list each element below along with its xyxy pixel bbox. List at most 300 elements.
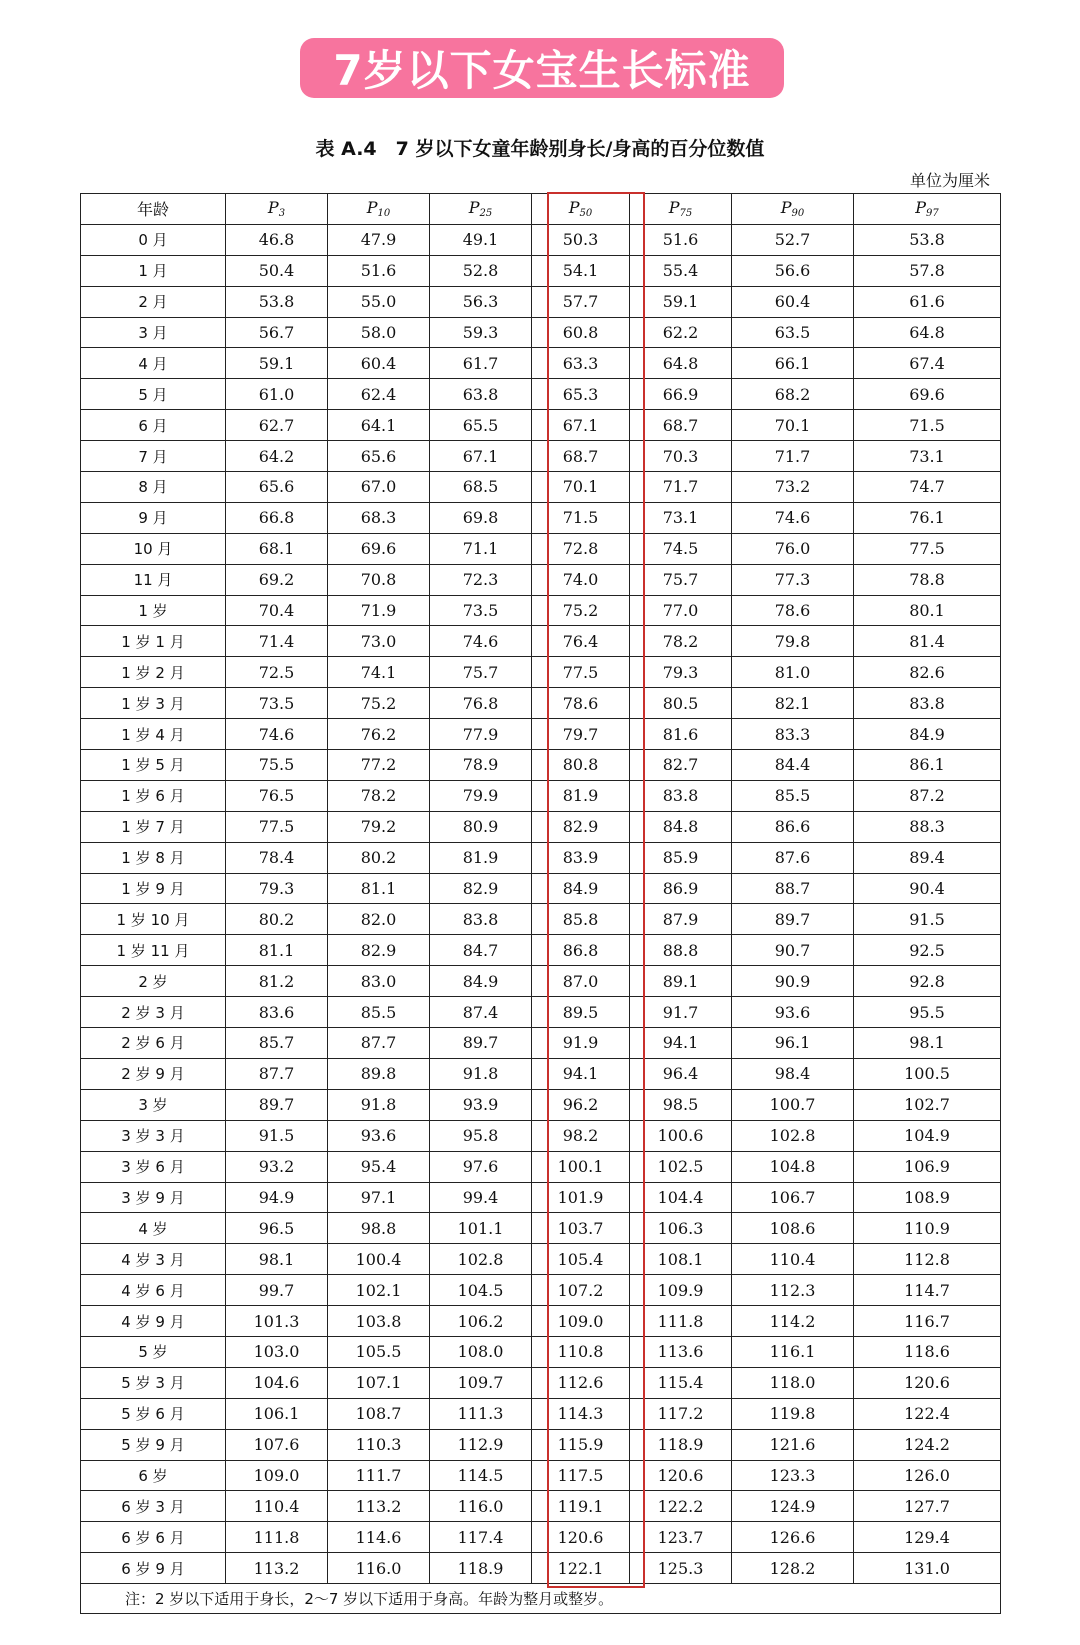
value-cell: 81.6 [630,719,732,750]
value-cell: 82.9 [532,811,630,842]
value-cell: 71.5 [854,410,1001,441]
value-cell: 108.9 [854,1182,1001,1213]
value-cell: 96.2 [532,1089,630,1120]
value-cell: 59.1 [630,286,732,317]
value-cell: 119.1 [532,1491,630,1522]
value-cell: 124.9 [732,1491,854,1522]
banner-title: 7岁以下女宝生长标准 [300,38,784,98]
value-cell: 106.1 [226,1398,328,1429]
value-cell: 56.3 [430,286,532,317]
value-cell: 107.6 [226,1429,328,1460]
table-row [81,1522,1001,1553]
value-cell: 46.8 [226,224,328,255]
value-cell: 110.3 [328,1429,430,1460]
value-cell: 76.8 [430,688,532,719]
value-cell: 126.6 [732,1522,854,1553]
value-cell: 86.8 [532,935,630,966]
value-cell: 116.7 [854,1306,1001,1337]
value-cell: 60.4 [732,286,854,317]
value-cell: 62.4 [328,379,430,410]
value-cell: 82.1 [732,688,854,719]
percentile-header: $P_{90}$ [732,194,854,225]
age-cell: 2 岁 9 月 [81,1058,226,1089]
value-cell: 109.0 [226,1460,328,1491]
value-cell: 99.7 [226,1275,328,1306]
value-cell: 62.7 [226,410,328,441]
value-cell: 65.6 [226,472,328,503]
value-cell: 101.9 [532,1182,630,1213]
age-cell: 1 岁 3 月 [81,688,226,719]
table-row [81,286,1001,317]
age-cell: 6 月 [81,410,226,441]
value-cell: 61.6 [854,286,1001,317]
value-cell: 64.2 [226,441,328,472]
table-note: 注：2 岁以下适用于身长，2～7 岁以下适用于身高。年龄为整月或整岁。 [81,1584,1001,1614]
table-row [81,750,1001,781]
value-cell: 106.3 [630,1213,732,1244]
age-cell: 6 岁 3 月 [81,1491,226,1522]
value-cell: 64.8 [854,317,1001,348]
value-cell: 82.7 [630,750,732,781]
table-row [81,811,1001,842]
table-row [81,1089,1001,1120]
value-cell: 128.2 [732,1553,854,1584]
age-header: 年龄 [81,194,226,225]
value-cell: 106.7 [732,1182,854,1213]
value-cell: 80.2 [226,904,328,935]
value-cell: 51.6 [328,255,430,286]
value-cell: 74.1 [328,657,430,688]
table-row [81,1213,1001,1244]
value-cell: 66.8 [226,502,328,533]
value-cell: 96.4 [630,1058,732,1089]
value-cell: 49.1 [430,224,532,255]
value-cell: 85.9 [630,842,732,873]
value-cell: 78.9 [430,750,532,781]
value-cell: 77.5 [854,533,1001,564]
value-cell: 74.6 [226,719,328,750]
value-cell: 86.9 [630,873,732,904]
value-cell: 56.7 [226,317,328,348]
value-cell: 107.2 [532,1275,630,1306]
percentile-header: $P_{97}$ [854,194,1001,225]
value-cell: 59.3 [430,317,532,348]
value-cell: 57.8 [854,255,1001,286]
table-row [81,1120,1001,1151]
value-cell: 94.1 [532,1058,630,1089]
value-cell: 67.1 [430,441,532,472]
value-cell: 71.9 [328,595,430,626]
value-cell: 59.1 [226,348,328,379]
value-cell: 88.8 [630,935,732,966]
value-cell: 83.8 [854,688,1001,719]
value-cell: 102.7 [854,1089,1001,1120]
value-cell: 93.6 [732,997,854,1028]
value-cell: 113.2 [226,1553,328,1584]
value-cell: 95.8 [430,1120,532,1151]
value-cell: 110.4 [732,1244,854,1275]
value-cell: 67.4 [854,348,1001,379]
age-cell: 2 岁 3 月 [81,997,226,1028]
value-cell: 93.2 [226,1151,328,1182]
age-cell: 4 岁 9 月 [81,1306,226,1337]
value-cell: 113.2 [328,1491,430,1522]
value-cell: 72.8 [532,533,630,564]
value-cell: 73.0 [328,626,430,657]
value-cell: 117.2 [630,1398,732,1429]
value-cell: 64.1 [328,410,430,441]
value-cell: 120.6 [630,1460,732,1491]
value-cell: 76.0 [732,533,854,564]
age-cell: 1 岁 10 月 [81,904,226,935]
value-cell: 107.1 [328,1367,430,1398]
value-cell: 80.2 [328,842,430,873]
value-cell: 80.8 [532,750,630,781]
value-cell: 118.9 [630,1429,732,1460]
table-row [81,1553,1001,1584]
age-cell: 1 月 [81,255,226,286]
table-row [81,317,1001,348]
table-row [81,595,1001,626]
value-cell: 92.8 [854,966,1001,997]
value-cell: 81.1 [328,873,430,904]
age-cell: 1 岁 6 月 [81,780,226,811]
value-cell: 81.9 [430,842,532,873]
value-cell: 63.3 [532,348,630,379]
value-cell: 71.5 [532,502,630,533]
value-cell: 97.6 [430,1151,532,1182]
value-cell: 70.1 [732,410,854,441]
age-cell: 0 月 [81,224,226,255]
value-cell: 105.5 [328,1336,430,1367]
value-cell: 50.4 [226,255,328,286]
value-cell: 116.0 [328,1553,430,1584]
value-cell: 105.4 [532,1244,630,1275]
value-cell: 53.8 [226,286,328,317]
value-cell: 64.8 [630,348,732,379]
value-cell: 114.6 [328,1522,430,1553]
value-cell: 119.8 [732,1398,854,1429]
value-cell: 89.7 [732,904,854,935]
table-row [81,842,1001,873]
age-cell: 4 岁 6 月 [81,1275,226,1306]
value-cell: 77.2 [328,750,430,781]
value-cell: 73.5 [430,595,532,626]
value-cell: 106.9 [854,1151,1001,1182]
table-row [81,410,1001,441]
value-cell: 91.8 [328,1089,430,1120]
value-cell: 96.5 [226,1213,328,1244]
value-cell: 87.4 [430,997,532,1028]
table-row [81,657,1001,688]
table-row [81,502,1001,533]
value-cell: 94.1 [630,1028,732,1059]
value-cell: 126.0 [854,1460,1001,1491]
age-cell: 5 岁 3 月 [81,1367,226,1398]
age-cell: 3 岁 6 月 [81,1151,226,1182]
value-cell: 63.5 [732,317,854,348]
value-cell: 108.6 [732,1213,854,1244]
table-row [81,904,1001,935]
value-cell: 60.8 [532,317,630,348]
value-cell: 57.7 [532,286,630,317]
value-cell: 114.2 [732,1306,854,1337]
value-cell: 100.4 [328,1244,430,1275]
age-cell: 5 岁 9 月 [81,1429,226,1460]
value-cell: 77.0 [630,595,732,626]
value-cell: 100.7 [732,1089,854,1120]
value-cell: 104.6 [226,1367,328,1398]
value-cell: 75.7 [430,657,532,688]
age-cell: 9 月 [81,502,226,533]
value-cell: 74.0 [532,564,630,595]
value-cell: 87.0 [532,966,630,997]
value-cell: 111.8 [630,1306,732,1337]
table-row [81,1367,1001,1398]
value-cell: 77.3 [732,564,854,595]
value-cell: 71.7 [630,472,732,503]
value-cell: 120.6 [532,1522,630,1553]
age-cell: 5 月 [81,379,226,410]
value-cell: 109.9 [630,1275,732,1306]
table-row [81,780,1001,811]
value-cell: 114.7 [854,1275,1001,1306]
value-cell: 79.2 [328,811,430,842]
value-cell: 91.7 [630,997,732,1028]
value-cell: 123.3 [732,1460,854,1491]
value-cell: 124.2 [854,1429,1001,1460]
age-cell: 1 岁 9 月 [81,873,226,904]
value-cell: 114.3 [532,1398,630,1429]
unit-label: 单位为厘米 [909,171,990,190]
value-cell: 79.3 [630,657,732,688]
value-cell: 99.4 [430,1182,532,1213]
value-cell: 65.5 [430,410,532,441]
value-cell: 118.9 [430,1553,532,1584]
value-cell: 116.0 [430,1491,532,1522]
table-row [81,1182,1001,1213]
value-cell: 68.3 [328,502,430,533]
value-cell: 87.7 [226,1058,328,1089]
value-cell: 79.3 [226,873,328,904]
value-cell: 78.8 [854,564,1001,595]
value-cell: 54.1 [532,255,630,286]
value-cell: 83.0 [328,966,430,997]
age-cell: 3 岁 [81,1089,226,1120]
value-cell: 89.7 [430,1028,532,1059]
value-cell: 81.1 [226,935,328,966]
value-cell: 74.7 [854,472,1001,503]
value-cell: 69.2 [226,564,328,595]
age-cell: 1 岁 11 月 [81,935,226,966]
value-cell: 121.6 [732,1429,854,1460]
value-cell: 112.3 [732,1275,854,1306]
age-cell: 1 岁 [81,595,226,626]
table-row [81,1460,1001,1491]
value-cell: 103.8 [328,1306,430,1337]
value-cell: 106.2 [430,1306,532,1337]
value-cell: 95.4 [328,1151,430,1182]
value-cell: 108.0 [430,1336,532,1367]
value-cell: 98.1 [226,1244,328,1275]
value-cell: 78.6 [732,595,854,626]
value-cell: 93.9 [430,1089,532,1120]
age-cell: 4 岁 3 月 [81,1244,226,1275]
value-cell: 78.6 [532,688,630,719]
value-cell: 63.8 [430,379,532,410]
value-cell: 47.9 [328,224,430,255]
value-cell: 100.5 [854,1058,1001,1089]
age-cell: 8 月 [81,472,226,503]
table-row [81,1028,1001,1059]
value-cell: 112.8 [854,1244,1001,1275]
value-cell: 101.3 [226,1306,328,1337]
age-cell: 4 月 [81,348,226,379]
table-row [81,1058,1001,1089]
value-cell: 96.1 [732,1028,854,1059]
value-cell: 104.9 [854,1120,1001,1151]
value-cell: 52.8 [430,255,532,286]
value-cell: 81.0 [732,657,854,688]
value-cell: 80.5 [630,688,732,719]
value-cell: 95.5 [854,997,1001,1028]
age-cell: 3 月 [81,317,226,348]
value-cell: 118.6 [854,1336,1001,1367]
value-cell: 69.8 [430,502,532,533]
value-cell: 104.8 [732,1151,854,1182]
value-cell: 70.3 [630,441,732,472]
value-cell: 78.4 [226,842,328,873]
value-cell: 90.7 [732,935,854,966]
value-cell: 117.5 [532,1460,630,1491]
value-cell: 89.5 [532,997,630,1028]
value-cell: 79.8 [732,626,854,657]
value-cell: 101.1 [430,1213,532,1244]
age-cell: 5 岁 [81,1336,226,1367]
value-cell: 127.7 [854,1491,1001,1522]
table-row [81,564,1001,595]
value-cell: 79.9 [430,780,532,811]
value-cell: 81.9 [532,780,630,811]
value-cell: 75.7 [630,564,732,595]
value-cell: 85.7 [226,1028,328,1059]
growth-table [80,193,1001,1614]
value-cell: 77.9 [430,719,532,750]
value-cell: 118.0 [732,1367,854,1398]
value-cell: 87.9 [630,904,732,935]
percentile-header: $P_{10}$ [328,194,430,225]
value-cell: 53.8 [854,224,1001,255]
value-cell: 81.2 [226,966,328,997]
value-cell: 91.5 [854,904,1001,935]
value-cell: 83.6 [226,997,328,1028]
value-cell: 102.8 [732,1120,854,1151]
value-cell: 88.7 [732,873,854,904]
value-cell: 84.9 [854,719,1001,750]
value-cell: 55.4 [630,255,732,286]
value-cell: 111.7 [328,1460,430,1491]
value-cell: 83.3 [732,719,854,750]
value-cell: 110.4 [226,1491,328,1522]
value-cell: 82.9 [328,935,430,966]
age-cell: 6 岁 6 月 [81,1522,226,1553]
table-row [81,348,1001,379]
value-cell: 89.8 [328,1058,430,1089]
value-cell: 86.1 [854,750,1001,781]
value-cell: 97.1 [328,1182,430,1213]
value-cell: 90.4 [854,873,1001,904]
value-cell: 120.6 [854,1367,1001,1398]
value-cell: 69.6 [854,379,1001,410]
table-row [81,1151,1001,1182]
value-cell: 62.2 [630,317,732,348]
age-cell: 10 月 [81,533,226,564]
value-cell: 110.8 [532,1336,630,1367]
value-cell: 82.9 [430,873,532,904]
value-cell: 78.2 [328,780,430,811]
table-row [81,441,1001,472]
value-cell: 89.1 [630,966,732,997]
value-cell: 82.0 [328,904,430,935]
value-cell: 87.7 [328,1028,430,1059]
value-cell: 73.5 [226,688,328,719]
value-cell: 116.1 [732,1336,854,1367]
table-row [81,533,1001,564]
percentile-header: $P_{75}$ [630,194,732,225]
value-cell: 91.5 [226,1120,328,1151]
value-cell: 86.6 [732,811,854,842]
value-cell: 76.4 [532,626,630,657]
age-cell: 1 岁 7 月 [81,811,226,842]
value-cell: 67.0 [328,472,430,503]
value-cell: 125.3 [630,1553,732,1584]
percentile-header: $P_3$ [226,194,328,225]
value-cell: 89.7 [226,1089,328,1120]
value-cell: 92.5 [854,935,1001,966]
value-cell: 80.1 [854,595,1001,626]
value-cell: 72.3 [430,564,532,595]
value-cell: 115.4 [630,1367,732,1398]
value-cell: 94.9 [226,1182,328,1213]
age-cell: 6 岁 [81,1460,226,1491]
value-cell: 112.6 [532,1367,630,1398]
value-cell: 50.3 [532,224,630,255]
value-cell: 98.1 [854,1028,1001,1059]
value-cell: 84.4 [732,750,854,781]
value-cell: 61.7 [430,348,532,379]
note-row [81,1584,1001,1614]
age-cell: 4 岁 [81,1213,226,1244]
value-cell: 72.5 [226,657,328,688]
value-cell: 113.6 [630,1336,732,1367]
value-cell: 68.5 [430,472,532,503]
value-cell: 109.0 [532,1306,630,1337]
table-row [81,379,1001,410]
value-cell: 82.6 [854,657,1001,688]
value-cell: 69.6 [328,533,430,564]
value-cell: 84.9 [430,966,532,997]
table-row [81,935,1001,966]
value-cell: 71.7 [732,441,854,472]
value-cell: 75.2 [532,595,630,626]
table-row [81,1398,1001,1429]
value-cell: 77.5 [532,657,630,688]
value-cell: 76.1 [854,502,1001,533]
value-cell: 104.4 [630,1182,732,1213]
table-row [81,1491,1001,1522]
value-cell: 122.2 [630,1491,732,1522]
age-cell: 1 岁 1 月 [81,626,226,657]
